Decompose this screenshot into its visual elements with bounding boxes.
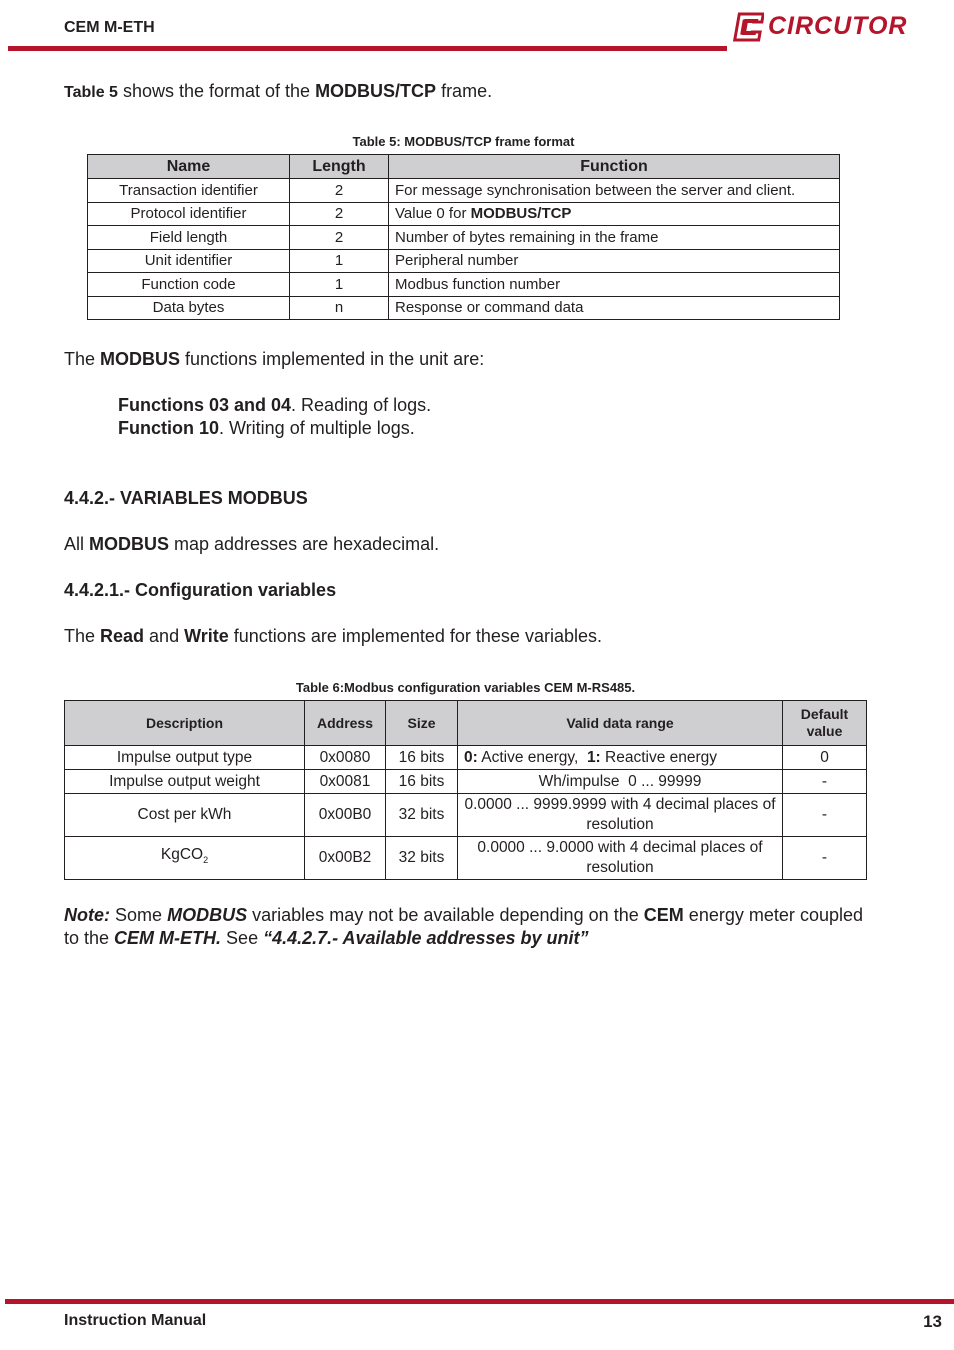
map-note-paragraph: All MODBUS map addresses are hexadecimal. bbox=[64, 534, 440, 554]
table-row: Function code 1 Modbus function number bbox=[88, 273, 840, 297]
table-row: Transaction identifier 2 For message synchronisation between the server and client. bbox=[88, 179, 840, 203]
table-header-row bbox=[65, 701, 867, 746]
table-row: Protocol identifier 2 Value 0 for MODBUS/TCP bbox=[88, 202, 840, 226]
function-list-item: Function 10. Writing of multiple logs. bbox=[118, 418, 415, 438]
col-header-size: Size bbox=[386, 701, 458, 746]
col-header-address: Address bbox=[305, 701, 386, 746]
table5-caption: Table 5: MODBUS/TCP frame format bbox=[352, 134, 575, 149]
footer-rule bbox=[5, 1299, 954, 1304]
table-row: Unit identifier 1 Peripheral number bbox=[88, 249, 840, 273]
table-row: Impulse output weight 0x0081 16 bits Wh/impulse 0 ... 99999 - bbox=[65, 770, 867, 794]
document-header-title: CEM M-ETH bbox=[64, 19, 155, 36]
col-header-range: Valid data range bbox=[458, 701, 783, 746]
table-reference: Table 5 bbox=[64, 84, 118, 101]
logo-wordmark: CIRCUTOR bbox=[768, 12, 908, 40]
table-row: Data bytes n Response or command data bbox=[88, 296, 840, 320]
header-rule bbox=[8, 46, 727, 51]
col-header-name: Name bbox=[88, 155, 290, 179]
note-paragraph: Note: Some MODBUS variables may not be available depending on the CEM energy meter coupled to the CEM M-ETH. See “4.4.2.7.- Available addresses by unit” bbox=[64, 905, 863, 948]
page-number: 13 bbox=[923, 1312, 942, 1331]
table-row: Cost per kWh 0x00B0 32 bits 0.0000 ... 9999.9999 with 4 decimal places of resolution - bbox=[65, 794, 867, 837]
subsection-heading: 4.4.2.1.- Configuration variables bbox=[64, 580, 337, 600]
col-header-function: Function bbox=[389, 155, 840, 179]
footer-title: Instruction Manual bbox=[64, 1312, 207, 1329]
circutor-logo bbox=[730, 10, 910, 44]
intro-paragraph: Table 5 shows the format of the MODBUS/TCP frame. bbox=[64, 81, 493, 101]
functions-intro-paragraph: The MODBUS functions implemented in the unit are: bbox=[64, 349, 485, 369]
col-header-length: Length bbox=[290, 155, 389, 179]
table-row: Impulse output type 0x0080 16 bits 0: Active energy, 1: Reactive energy 0 bbox=[65, 746, 867, 770]
table5-modbus-tcp-frame bbox=[87, 154, 840, 320]
table6-caption: Table 6:Modbus configuration variables CEM M-RS485. bbox=[295, 680, 636, 695]
function-list-item: Functions 03 and 04. Reading of logs. bbox=[118, 395, 432, 415]
section-heading: 4.4.2.- VARIABLES MODBUS bbox=[64, 488, 308, 508]
table-row: KgCO$_2$ 0x00B2 32 bits 0.0000 ... 9.0000 with 4 decimal places of resolution - bbox=[65, 837, 867, 880]
table-row: Field length 2 Number of bytes remaining in the frame bbox=[88, 226, 840, 250]
table6-modbus-configuration-variables bbox=[64, 700, 867, 880]
read-write-paragraph: The Read and Write functions are implemented for these variables. bbox=[64, 626, 602, 646]
circutor-c-icon bbox=[730, 10, 764, 44]
col-header-default: Default value bbox=[783, 701, 867, 746]
table-header-row bbox=[88, 155, 840, 179]
col-header-description: Description bbox=[65, 701, 305, 746]
